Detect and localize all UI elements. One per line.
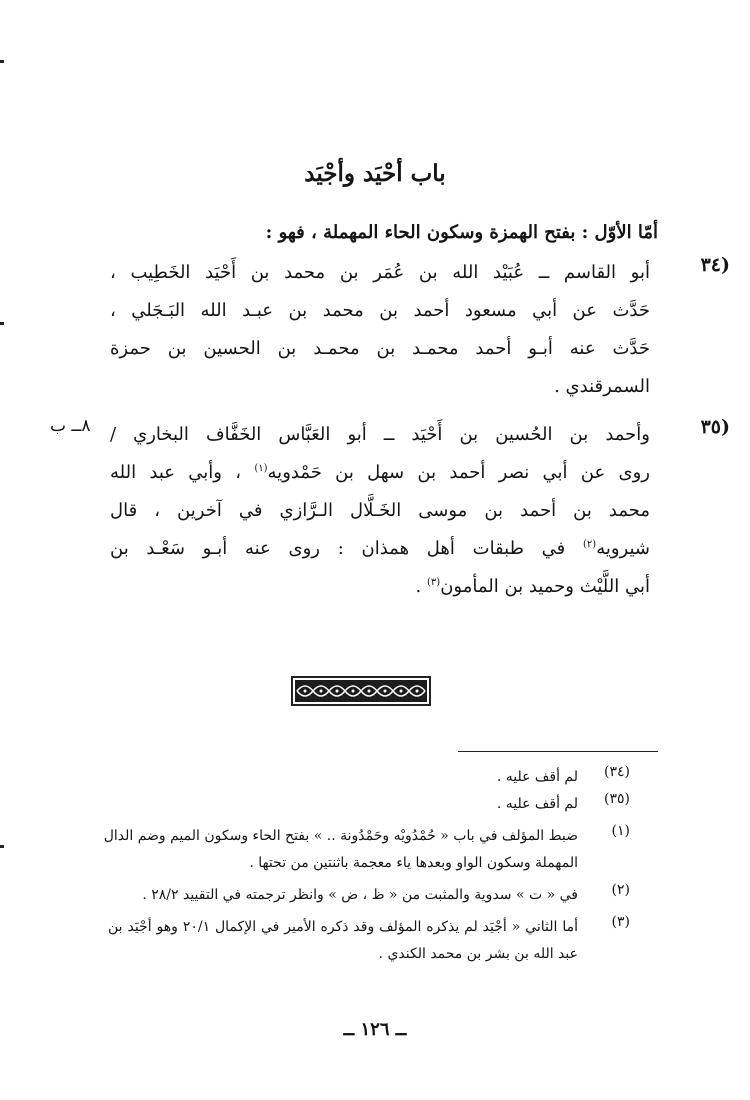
footnote-text — [108, 914, 578, 968]
entry-line — [110, 568, 650, 606]
footnote — [20, 882, 730, 909]
entry-line: حَدَّث عن أبي مسعود أحمد بن محمد بن عبـد الله البَـجَلي ، — [110, 300, 650, 321]
footnote-line: المهملة وسكون الواو وبعدها ياء معجمة باثنتين من تحتها . — [249, 855, 578, 871]
entry-line: أبو القاسم ــ عُبَيْد الله بن عُمَر بن محمد بن أَحْيَد الخَطِيب ، — [110, 262, 650, 283]
entry-number: (٣٥ — [700, 416, 730, 438]
scan-edge-mark — [0, 322, 4, 325]
scan-edge-mark — [0, 60, 4, 63]
footnote-text — [108, 764, 578, 791]
footnote-number: (٣٤) — [604, 764, 630, 780]
footnote-number: (٣٥) — [604, 791, 630, 807]
entry-line-text: . — [415, 576, 422, 597]
entry-line: حَدَّث عنه أبـو أحمد محمـد بن محمـد بن الحسين بن حمزة — [110, 338, 650, 359]
entry-line-text: ، وأبي عبد الله — [110, 462, 242, 483]
entry-number: (٣٤ — [700, 254, 730, 276]
entry-line-text: شيرويه — [596, 538, 650, 559]
page-number: ــ ١٢٦ ــ — [343, 1019, 407, 1040]
entry-35 — [20, 416, 730, 606]
decorative-ornament — [291, 676, 431, 706]
footnote-number: (١) — [611, 823, 630, 839]
footnote-line: لم أقف عليه . — [496, 769, 578, 785]
footnote-line: في « ت » سدوية والمثبت من « ظ ، ض » وانظر ترجمته في التقييد ٢٨/٢ . — [142, 887, 578, 903]
scan-edge-mark — [0, 845, 4, 848]
footnote — [20, 823, 730, 877]
entry-line: وأحمد بن الحُسين بن أَحْيَد ــ أبو العَبَّاس الخَفَّاف البخاري / — [110, 424, 650, 445]
footnote-line: عبد الله بن بشر بن محمد الكندي . — [378, 946, 578, 962]
entry-line — [110, 530, 650, 568]
footnote-number: (٣) — [611, 914, 630, 930]
ornament-pattern-icon — [293, 678, 429, 704]
footnote — [20, 764, 730, 791]
footnote-text — [103, 823, 578, 877]
entry-body — [110, 254, 650, 406]
footnote-number: (٢) — [611, 882, 630, 898]
entry-body — [110, 416, 650, 606]
footnote-text — [108, 882, 578, 909]
footnote-line: أما الثاني « أجْيَد لم يذكره المؤلف وقد ذكره الأمير في الإكمال ٢٠/١ وهو أجْيَد بن — [108, 919, 578, 935]
footnote-ref: (٢) — [583, 539, 597, 550]
entry-line — [110, 454, 650, 492]
footnote-line: ضبط المؤلف في باب « حُمْدُويْه وحَمْدُونة .. » بفتح الحاء وسكون الميم وضم الدال — [103, 828, 578, 844]
entry-line-text: أبي اللَّيْث وحميد بن المأمون — [440, 576, 650, 597]
footnote-line: لم أقف عليه . — [496, 796, 578, 812]
footnote-text — [108, 791, 578, 818]
footnote — [20, 914, 730, 968]
footnote-separator — [458, 751, 658, 752]
manuscript-folio-note: ٨ــ ب — [50, 416, 91, 436]
footnote-ref: (١) — [254, 463, 268, 474]
entry-34 — [20, 254, 730, 406]
entry-line: السمرقندي . — [554, 376, 650, 397]
footnote-ref: (٣) — [427, 577, 441, 588]
entry-line: محمد بن أحمد بن موسى الخَـلَّال الـرَّازي في آخرين ، قال — [110, 500, 650, 521]
intro-line: أمّا الأوّل : بفتح الهمزة وسكون الحاء المهملة ، فهو : — [265, 222, 658, 243]
page-title: باب أحْيَد وأجْيَد — [304, 160, 446, 187]
entry-line-text: في طبقات أهل همذان : روى عنه أبـو سَعْـد بن — [110, 538, 566, 559]
footnote — [20, 791, 730, 818]
entry-line-text: روى عن أبي نصر أحمد بن سهل بن حَمْدويه — [267, 462, 650, 483]
